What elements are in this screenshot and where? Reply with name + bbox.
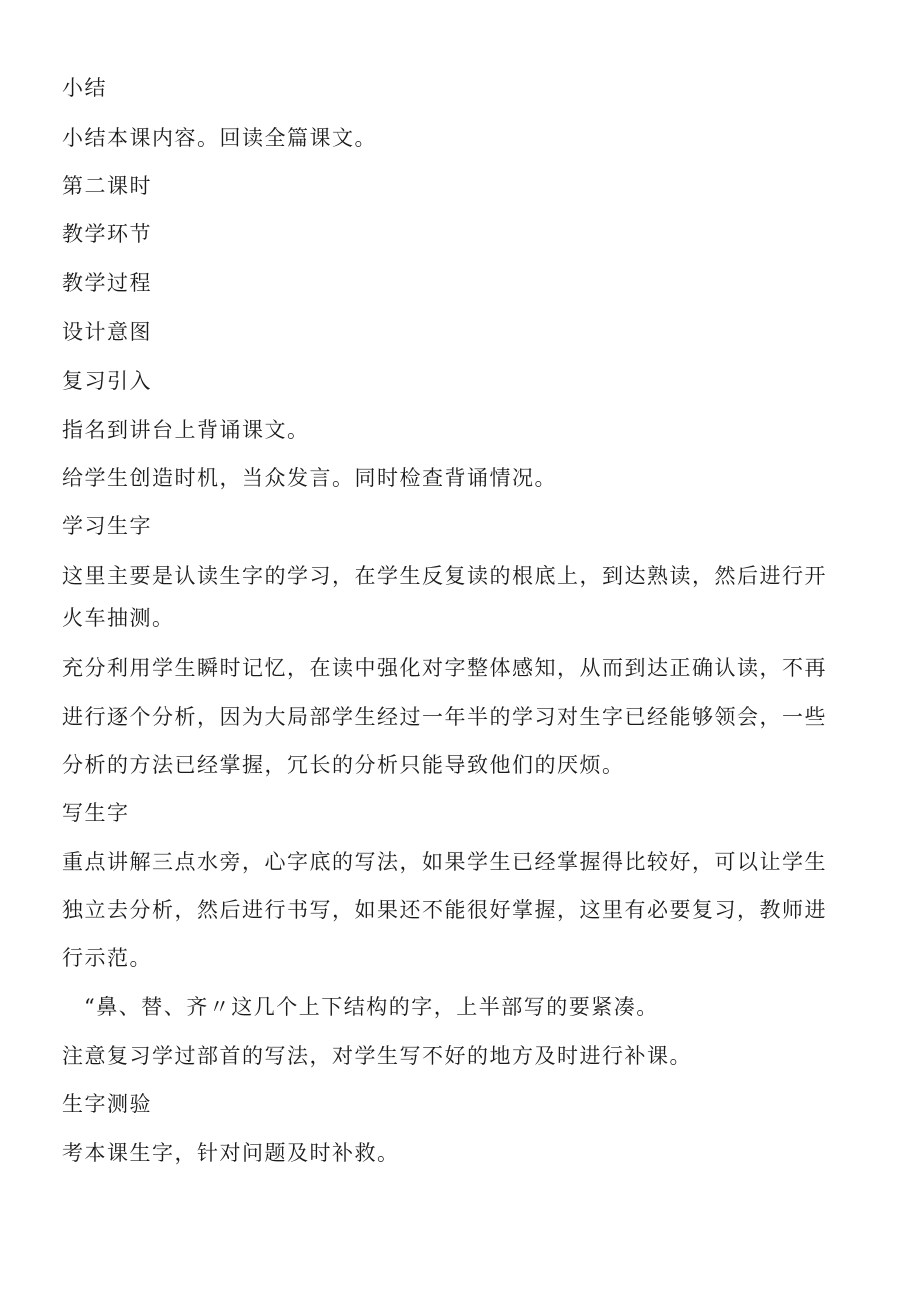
learn-intent-line-3: 分析的方法已经掌握，冗长的分析只能导致他们的厌烦。 [62, 753, 625, 777]
review-intent-text: 给学生创造时机，当众发言。同时检查背诵情况。 [62, 466, 557, 490]
write-note-structure: “鼻、替、齐〃这几个上下结构的字，上半部写的要紧凑。 [84, 995, 659, 1019]
heading-review-intro: 复习引入 [62, 369, 152, 393]
learn-intent-line-1: 充分利用学生瞬时记忆，在读中强化对字整体感知，从而到达正确认读，不再 [62, 656, 827, 680]
heading-teaching-step: 教学环节 [62, 222, 152, 246]
learn-intent-line-2: 进行逐个分析，因为大局部学生经过一年半的学习对生字已经能够领会，一些 [62, 705, 827, 729]
heading-summary: 小结 [62, 76, 107, 100]
heading-second-lesson: 第二课时 [62, 174, 152, 198]
write-text-line-3: 行示范。 [62, 946, 152, 970]
learn-text-line-1: 这里主要是认读生字的学习，在学生反复读的根底上，到达熟读，然后进行开 [62, 564, 827, 588]
heading-learn-characters: 学习生字 [62, 514, 152, 538]
heading-write-characters: 写生字 [62, 801, 130, 825]
write-note-radicals: 注意复习学过部首的写法，对学生写不好的地方及时进行补课。 [62, 1044, 692, 1068]
heading-design-intent: 设计意图 [62, 320, 152, 344]
write-text-line-1: 重点讲解三点水旁，心字底的写法，如果学生已经掌握得比较好，可以让学生 [62, 850, 827, 874]
write-text-line-2: 独立去分析，然后进行书写，如果还不能很好掌握，这里有必要复习，教师进 [62, 898, 827, 922]
heading-teaching-process: 教学过程 [62, 271, 152, 295]
summary-text: 小结本课内容。回读全篇课文。 [62, 126, 377, 150]
learn-text-line-2: 火车抽测。 [62, 606, 175, 630]
heading-character-test: 生字测验 [62, 1092, 152, 1116]
review-text: 指名到讲台上背诵课文。 [62, 418, 310, 442]
test-text: 考本课生字，针对问题及时补救。 [62, 1141, 400, 1165]
